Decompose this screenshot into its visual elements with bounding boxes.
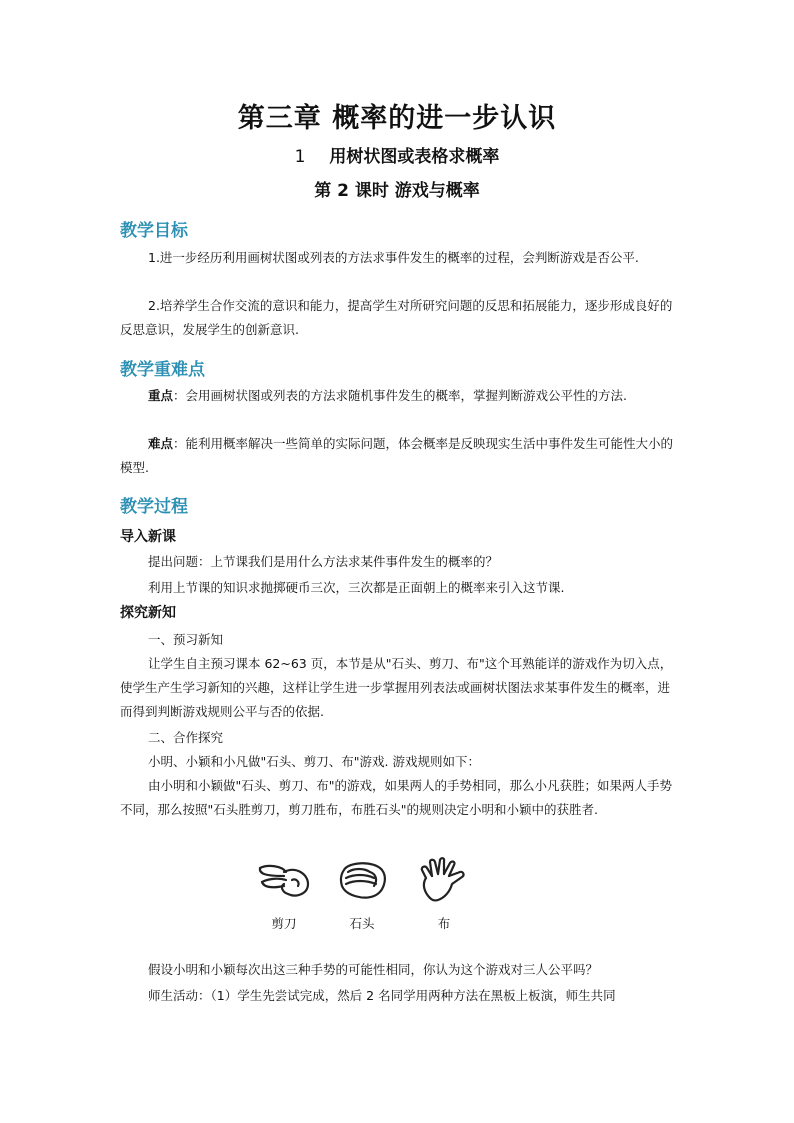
process-heading: 教学过程 <box>120 497 188 517</box>
key-point <box>120 384 676 408</box>
key-label: 重点 <box>148 388 174 403</box>
coop-line-1: 小明、小颖和小凡做"石头、剪刀、布"游戏. 游戏规则如下： <box>148 754 480 769</box>
question-line: 假设小明和小颖每次出这三种手势的可能性相同，你认为这个游戏对三人公平吗？ <box>148 962 599 977</box>
key-text: ：会用画树状图或列表的方法求随机事件发生的概率，掌握判断游戏公平性的方法. <box>173 388 627 403</box>
paper-hand-icon <box>416 856 472 902</box>
preview-paragraph: 让学生自主预习课本 62~63 页，本节是从"石头、剪刀、布"这个耳熟能详的游戏作为切入点，使学生产生学习新知的兴趣，这样让学生进一步掌握用列表法或画树状图法求某事件发生的概率，进而得到判断游戏规则公平与否的依据. <box>120 656 673 719</box>
intro-line-2: 利用上节课的知识求抛掷硬币三次，三次都是正面朝上的概率来引入这节课. <box>148 580 565 595</box>
explore-heading: 探究新知 <box>120 605 176 621</box>
intro-line-1: 提出问题：上节课我们是用什么方法求某件事件发生的概率的？ <box>148 554 499 569</box>
activity-line: 师生活动：（1）学生先尝试完成，然后 2 名同学用两种方法在黑板上板演，师生共同 <box>148 988 616 1003</box>
section-number: 1 <box>294 147 306 167</box>
hard-label: 难点 <box>148 436 174 451</box>
chapter-title: 第三章 概率的进一步认识 <box>237 103 557 134</box>
lesson-title: 第 2 课时 游戏与概率 <box>314 181 480 201</box>
preview-heading: 一、预习新知 <box>148 632 224 647</box>
goals-heading: 教学目标 <box>120 221 188 241</box>
rock-label: 石头 <box>349 916 375 931</box>
goal-item-1: 1.进一步经历利用画树状图或列表的方法求事件发生的概率的过程，会判断游戏是否公平. <box>148 250 639 265</box>
coop-heading: 二、合作探究 <box>148 730 224 745</box>
scissors-hand-icon <box>256 856 312 902</box>
intro-heading: 导入新课 <box>120 529 176 545</box>
coop-paragraph: 由小明和小颖做"石头、剪刀、布"的游戏，如果两人的手势相同，那么小凡获胜；如果两人手势不同，那么按照"石头胜剪刀，剪刀胜布，布胜石头"的规则决定小明和小颖中的获胜者. <box>120 778 673 817</box>
paper-label: 布 <box>437 916 451 931</box>
hard-point <box>120 432 676 480</box>
hand-gesture-figure <box>248 856 478 946</box>
rock-fist-icon <box>334 856 390 902</box>
section-name: 用树状图或表格求概率 <box>329 147 500 167</box>
hard-text: ：能利用概率解决一些简单的实际问题，体会概率是反映现实生活中事件发生可能性大小的模型. <box>120 436 674 475</box>
keypoints-heading: 教学重难点 <box>120 360 205 380</box>
goal-item-2: 2.培养学生合作交流的意识和能力，提高学生对所研究问题的反思和拓展能力，逐步形成良好的反思意识，发展学生的创新意识. <box>120 298 673 337</box>
scissors-label: 剪刀 <box>271 916 297 931</box>
section-title <box>0 142 794 167</box>
